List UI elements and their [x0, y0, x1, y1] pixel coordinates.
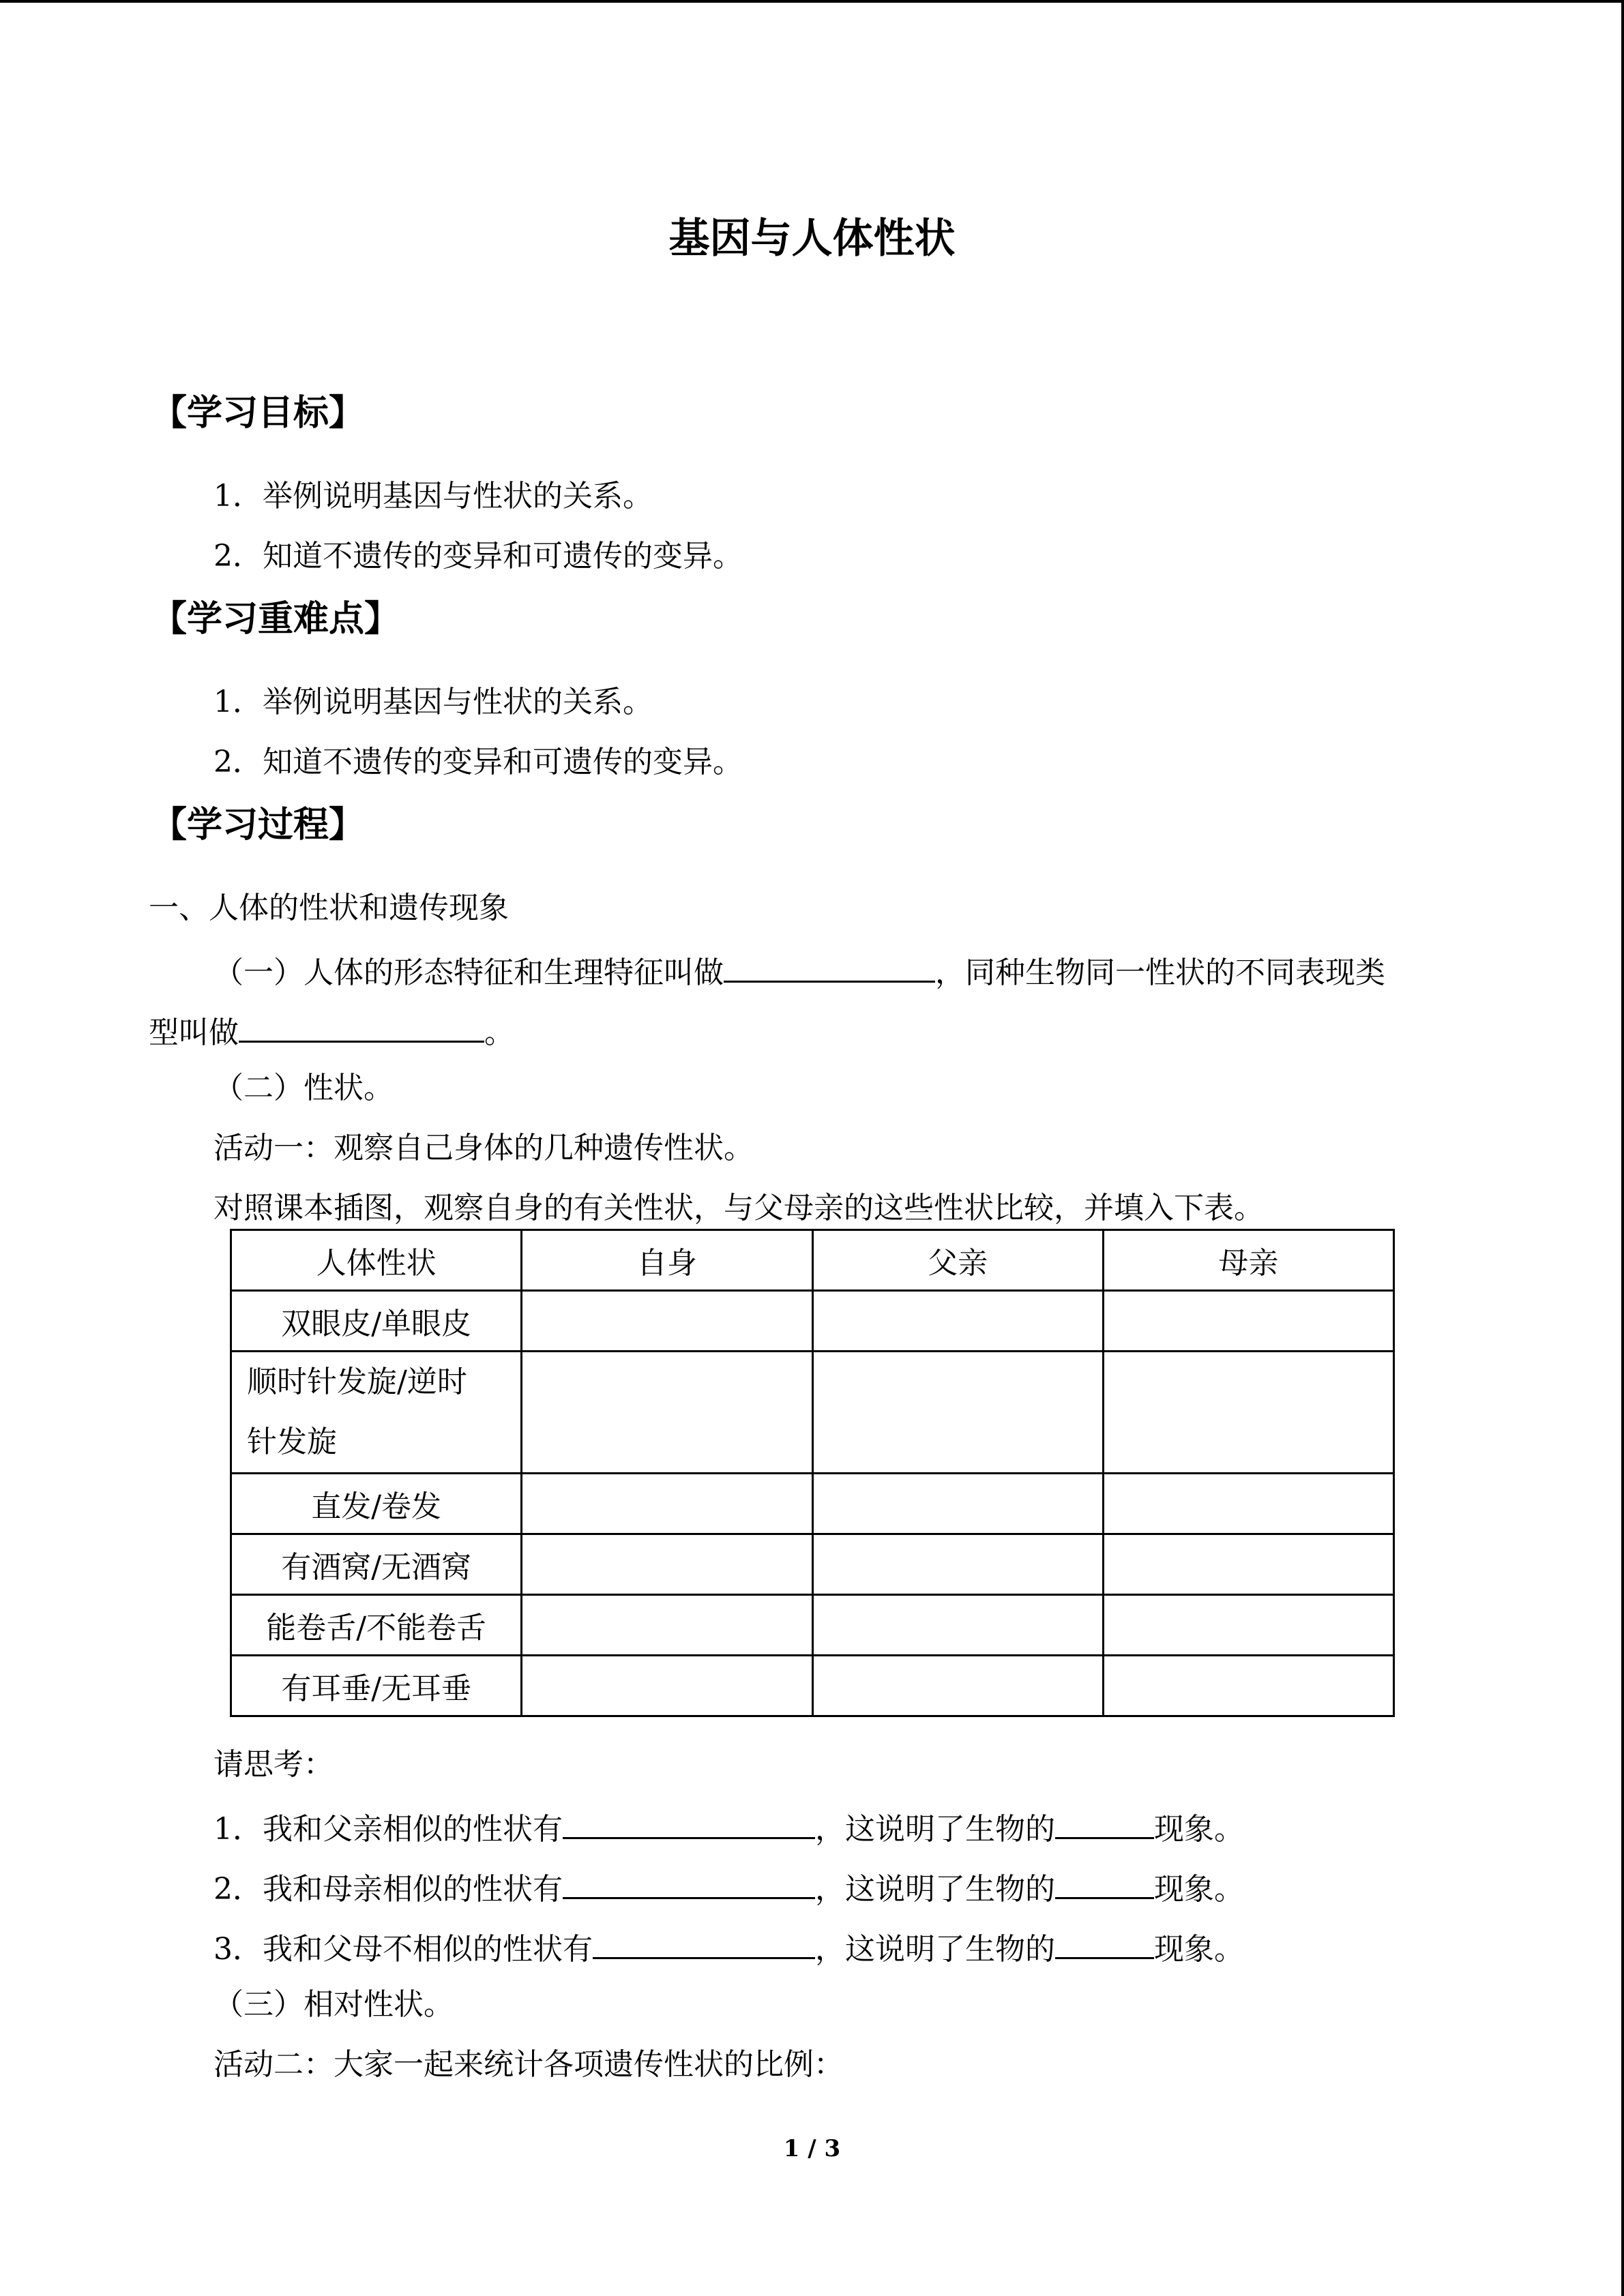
cell-father[interactable] — [812, 1595, 1103, 1656]
header-self: 自身 — [522, 1230, 812, 1291]
cell-self[interactable] — [522, 1656, 812, 1716]
trait-hair-whorl-line-1: 顺时针发旋/逆时 — [247, 1365, 467, 1399]
answer-blank-father-traits[interactable] — [563, 1810, 815, 1839]
cell-mother[interactable] — [1103, 1352, 1393, 1474]
think-item-1-text-b: ，这说明了生物的 — [815, 1812, 1055, 1847]
think-item-3 — [213, 1930, 1244, 1965]
cell-father[interactable] — [812, 1656, 1103, 1716]
cell-mother[interactable] — [1103, 1291, 1393, 1352]
trait-hair: 直发/卷发 — [231, 1474, 522, 1534]
trait-hair-whorl — [231, 1352, 522, 1474]
answer-blank-dissimilar-traits[interactable] — [593, 1930, 815, 1959]
trait-tongue-roll: 能卷舌/不能卷舌 — [231, 1595, 522, 1656]
cell-self[interactable] — [522, 1291, 812, 1352]
cell-father[interactable] — [812, 1352, 1103, 1474]
sub-heading-3: （三）相对性状。 — [213, 1987, 454, 2022]
cell-father[interactable] — [812, 1534, 1103, 1595]
trait-earlobe: 有耳垂/无耳垂 — [231, 1656, 522, 1716]
document-title: 基因与人体性状 — [668, 215, 956, 263]
page-border-right — [1621, 0, 1624, 2296]
think-item-2-text-b: ，这说明了生物的 — [815, 1872, 1055, 1907]
think-item-1 — [213, 1810, 1244, 1845]
answer-blank-trait[interactable] — [724, 953, 935, 983]
answer-blank-mother-traits[interactable] — [563, 1870, 815, 1899]
trait-hair-whorl-line-2: 针发旋 — [247, 1425, 337, 1459]
answer-blank-phenomenon-2[interactable] — [1055, 1870, 1154, 1899]
question-1-text-b: ，同种生物同一性状的不同表现类 — [935, 955, 1385, 990]
key-point-item-1: 1．举例说明基因与性状的关系。 — [213, 685, 653, 719]
table-row — [231, 1291, 1394, 1352]
objectives-heading: 【学习目标】 — [151, 392, 365, 434]
trait-dimples: 有酒窝/无酒窝 — [231, 1534, 522, 1595]
key-points-heading: 【学习重难点】 — [151, 598, 400, 640]
activity-2-label: 活动二：大家一起来统计各项遗传性状的比例： — [213, 2047, 844, 2082]
think-item-1-text-a: 1．我和父亲相似的性状有 — [213, 1812, 563, 1847]
question-1-line-2 — [149, 1013, 514, 1048]
answer-blank-phenomenon-1[interactable] — [1055, 1810, 1154, 1839]
answer-blank-phenotype[interactable] — [239, 1013, 484, 1043]
cell-mother[interactable] — [1103, 1656, 1393, 1716]
activity-1-label: 活动一：观察自己身体的几种遗传性状。 — [213, 1131, 754, 1165]
think-item-3-text-b: ，这说明了生物的 — [815, 1932, 1055, 1967]
page-border-top — [0, 0, 1624, 3]
table-header-row — [231, 1230, 1394, 1291]
cell-father[interactable] — [812, 1291, 1103, 1352]
table-row — [231, 1474, 1394, 1534]
header-father: 父亲 — [812, 1230, 1103, 1291]
table-row — [231, 1534, 1394, 1595]
think-item-1-text-c: 现象。 — [1154, 1812, 1244, 1847]
table-row — [231, 1656, 1394, 1716]
objective-item-2: 2．知道不遗传的变异和可遗传的变异。 — [213, 539, 743, 573]
question-1-text-c: 型叫做 — [149, 1015, 239, 1050]
answer-blank-phenomenon-3[interactable] — [1055, 1930, 1154, 1959]
header-trait: 人体性状 — [231, 1230, 522, 1291]
sub-heading-2: （二）性状。 — [213, 1071, 394, 1105]
header-mother: 母亲 — [1103, 1230, 1393, 1291]
think-item-3-text-a: 3．我和父母不相似的性状有 — [213, 1932, 593, 1967]
think-item-2-text-c: 现象。 — [1154, 1872, 1244, 1907]
cell-self[interactable] — [522, 1474, 812, 1534]
page-number: 1 / 3 — [783, 2135, 841, 2162]
activity-1-instruction: 对照课本插图，观察自身的有关性状，与父母亲的这些性状比较，并填入下表。 — [213, 1191, 1264, 1225]
table-row — [231, 1352, 1394, 1474]
cell-mother[interactable] — [1103, 1595, 1393, 1656]
process-heading: 【学习过程】 — [151, 804, 365, 846]
trait-eyelid: 双眼皮/单眼皮 — [231, 1291, 522, 1352]
traits-table — [230, 1229, 1395, 1717]
cell-mother[interactable] — [1103, 1534, 1393, 1595]
cell-self[interactable] — [522, 1595, 812, 1656]
objective-item-1: 1．举例说明基因与性状的关系。 — [213, 479, 653, 513]
cell-mother[interactable] — [1103, 1474, 1393, 1534]
cell-self[interactable] — [522, 1352, 812, 1474]
table-row — [231, 1595, 1394, 1656]
think-item-2-text-a: 2．我和母亲相似的性状有 — [213, 1872, 563, 1907]
key-point-item-2: 2．知道不遗传的变异和可遗传的变异。 — [213, 745, 743, 779]
think-item-2 — [213, 1870, 1244, 1905]
question-1-text-d: 。 — [484, 1015, 514, 1050]
cell-self[interactable] — [522, 1534, 812, 1595]
question-1-text-a: （一）人体的形态特征和生理特征叫做 — [213, 955, 724, 990]
part1-heading: 一、人体的性状和遗传现象 — [149, 891, 509, 925]
think-label: 请思考： — [213, 1747, 334, 1782]
think-item-3-text-c: 现象。 — [1154, 1932, 1244, 1967]
question-1-line-1 — [213, 953, 1385, 988]
cell-father[interactable] — [812, 1474, 1103, 1534]
